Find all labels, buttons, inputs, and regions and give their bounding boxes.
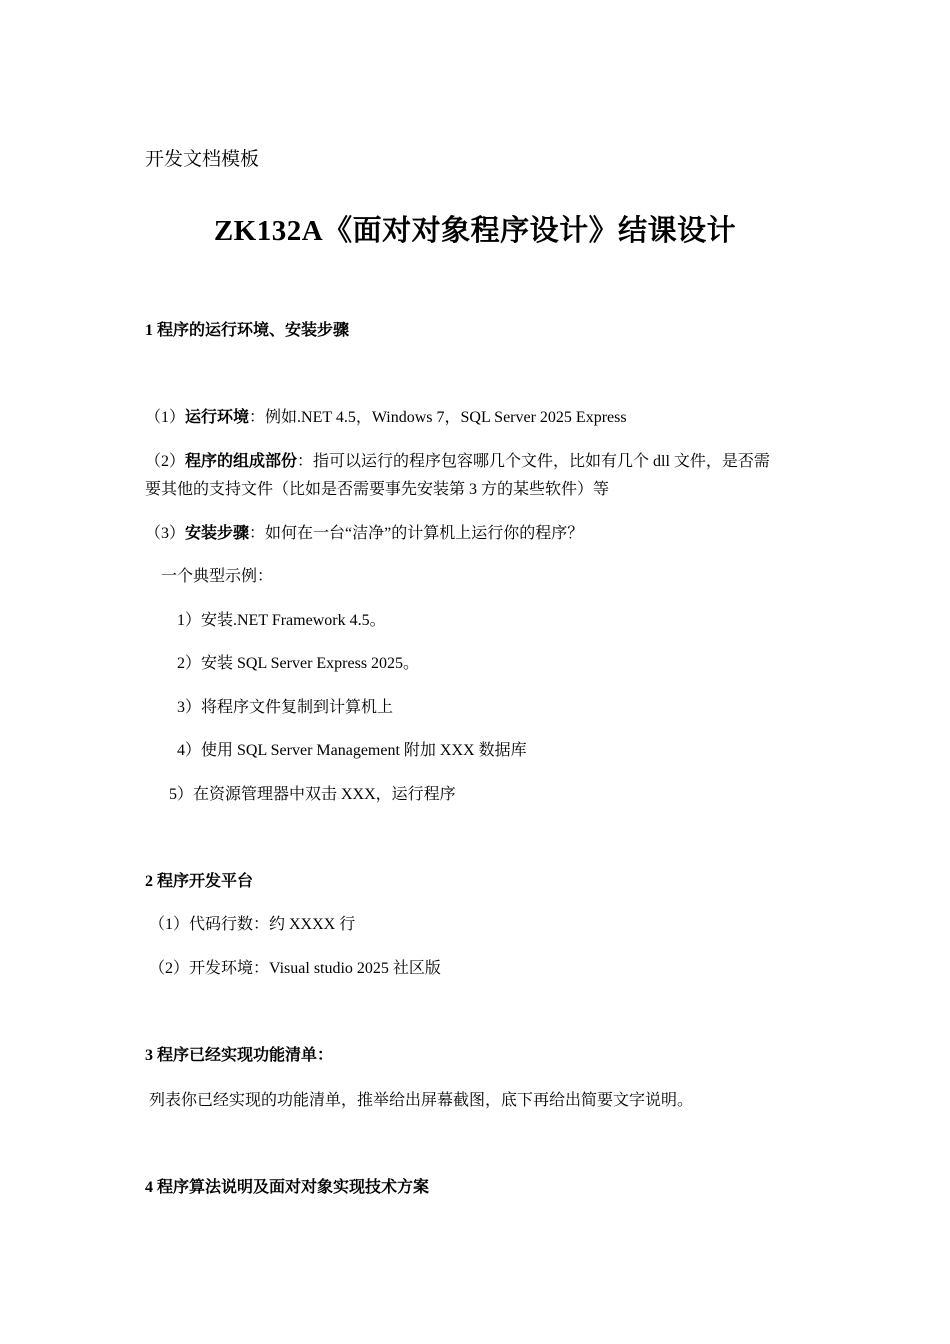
section-3-heading: 3 程序已经实现功能清单： <box>145 1047 334 1064</box>
install-step: 4）使用 SQL Server Management 附加 XXX 数据库 <box>177 742 527 759</box>
item-3-text: ：如何在一台“洁净”的计算机上运行你的程序？ <box>249 525 584 542</box>
platform-item: （1）代码行数：约 XXXX 行 <box>149 916 356 933</box>
section-1-heading: 1 程序的运行环境、安装步骤 <box>145 322 350 339</box>
example-intro: 一个典型示例： <box>161 568 274 585</box>
document-title: ZK132A《面对对象程序设计》结课设计 <box>213 215 737 247</box>
section-1-item-2-continued: 要其他的支持文件（比如是否需要事先安装第 3 方的某些软件）等 <box>145 481 610 498</box>
platform-item: （2）开发环境：Visual studio 2025 社区版 <box>149 960 441 977</box>
section-3-description: 列表你已经实现的功能清单，推举给出屏幕截图，底下再给出简要文字说明。 <box>149 1092 694 1109</box>
install-step: 2）安装 SQL Server Express 2025。 <box>177 655 420 672</box>
item-1-text: ：例如.NET 4.5，Windows 7，SQL Server 2025 Express <box>249 409 627 426</box>
item-2-prefix: （2） <box>145 453 186 470</box>
section-1-item-1 <box>145 408 627 428</box>
item-3-label: 安装步骤 <box>185 525 250 542</box>
item-1-label: 运行环境 <box>185 409 250 426</box>
install-step: 5）在资源管理器中双击 XXX，运行程序 <box>169 786 456 803</box>
install-step: 3）将程序文件复制到计算机上 <box>177 699 394 716</box>
item-2-label: 程序的组成部份 <box>185 453 298 470</box>
section-1-item-3 <box>145 524 583 544</box>
item-3-prefix: （3） <box>145 525 186 542</box>
section-2-heading: 2 程序开发平台 <box>145 873 254 890</box>
item-2-text: ：指可以运行的程序包容哪几个文件，比如有几个 dll 文件，是否需 <box>297 453 770 470</box>
section-4-heading: 4 程序算法说明及面对对象实现技术方案 <box>145 1179 430 1196</box>
item-1-prefix: （1） <box>145 409 186 426</box>
install-step: 1）安装.NET Framework 4.5。 <box>177 612 386 629</box>
section-1-item-2 <box>145 452 770 472</box>
template-label: 开发文档模板 <box>145 148 260 170</box>
